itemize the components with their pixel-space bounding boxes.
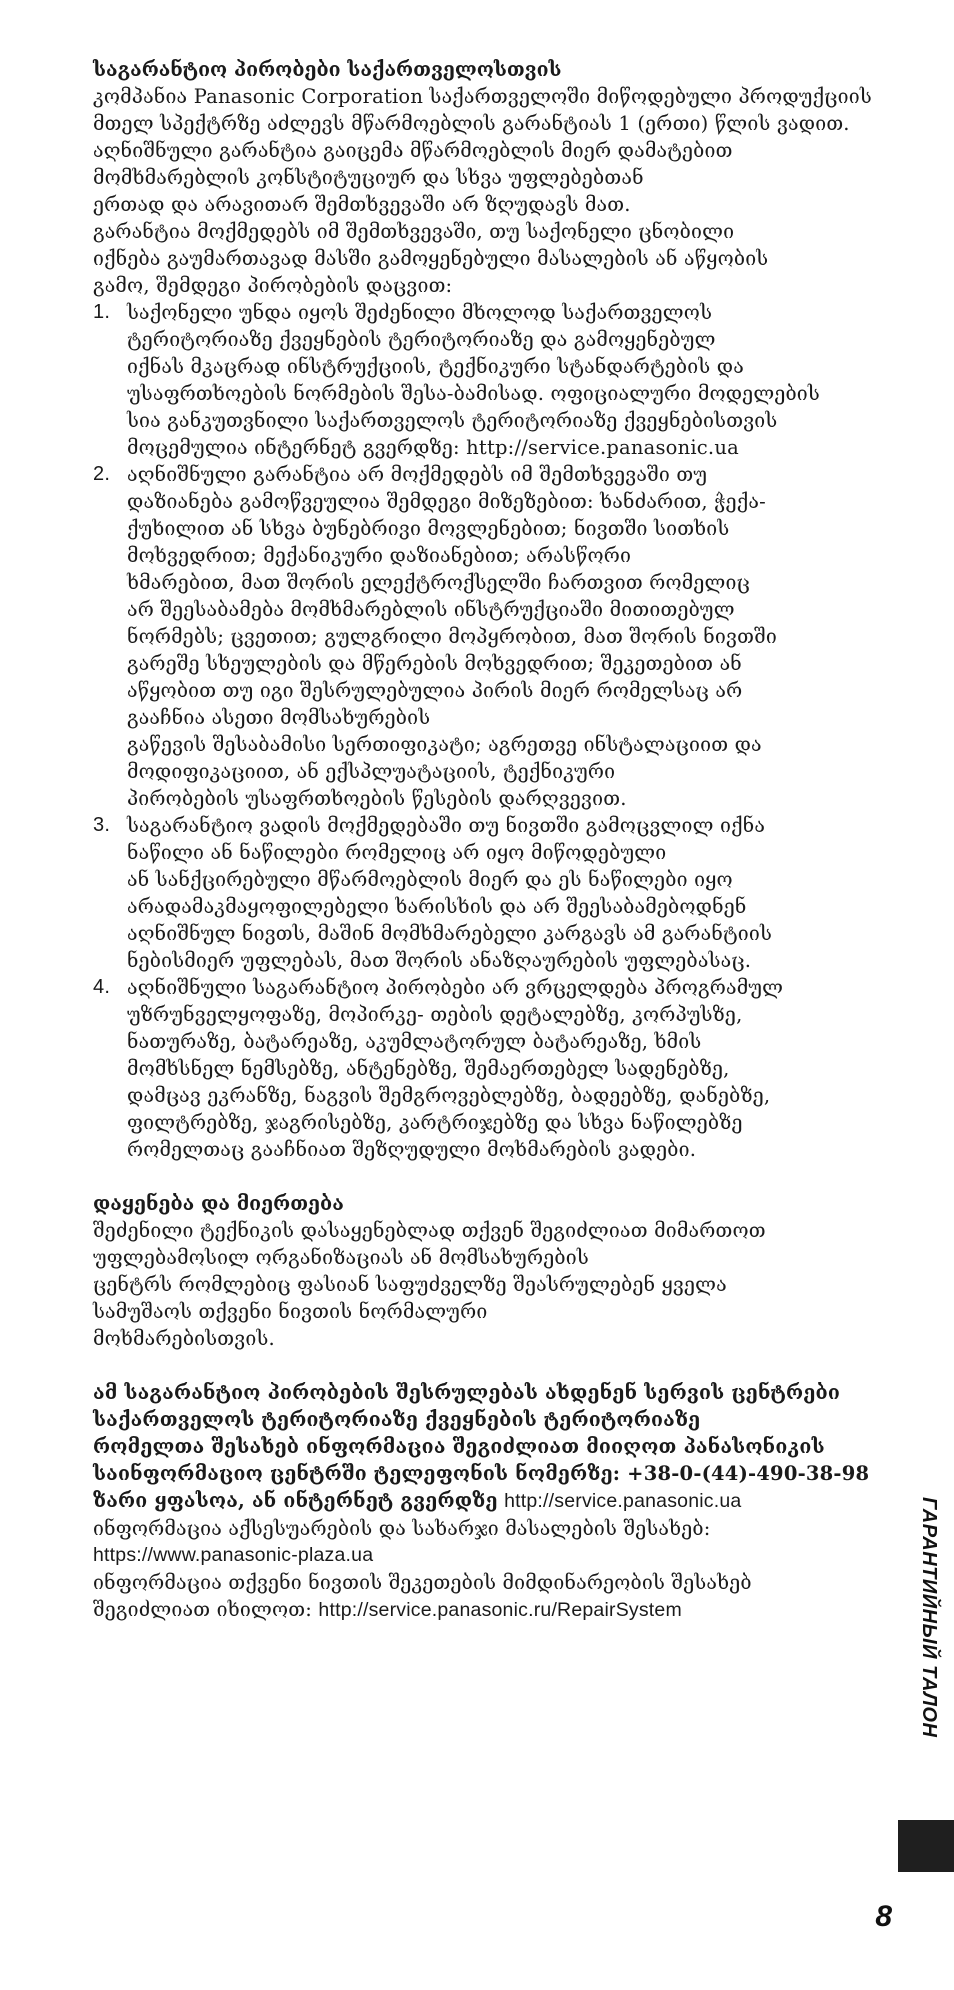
intro-line: კომპანია Panasonic Corporation საქართველოში მიწოდებული პროდუქციის — [93, 85, 872, 108]
repair-link-line — [93, 1596, 883, 1624]
service-url-link[interactable]: http://service.panasonic.ua — [504, 1490, 742, 1512]
item-line: გარეშე სხეულების და მწერების მოხვედრით; შეკეთებით ან — [127, 652, 742, 675]
condition-item-3 — [93, 812, 883, 974]
item-line: აწყობით თუ იგი შესრულებულია პირის მიერ რომელსაც არ — [127, 679, 743, 702]
item-line: მოცემულია ინტერნეტ გვერდზე: http://service.panasonic.ua — [127, 436, 739, 459]
item-line: არადამაკმაყოფილებელი ხარისხის და არ შეესაბამებოდნენ — [127, 895, 747, 918]
item-line: აღნიშნული გარანტია არ მოქმედებს იმ შემთხვევაში თუ — [127, 463, 708, 486]
repair-line: ინფორმაცია თქვენი ნივთის შეკეთების მიმდინარეობის შესახებ — [93, 1571, 752, 1594]
item-line: მოდიფიკაციით, ან ექსპლუატაციის, ტექნიკური — [127, 760, 616, 783]
item-number: 2. — [93, 463, 111, 485]
free-call-line — [93, 1487, 883, 1515]
intro-line: გარანტია მოქმედებს იმ შემთხვევაში, თუ საქონელი ცნობილი — [93, 220, 735, 243]
installation-text — [93, 1217, 883, 1352]
item-line: პირობების უსაფრთხოების წესების დარღვევით. — [127, 787, 627, 810]
installation-section — [93, 1190, 883, 1352]
item-line: სია განკუთვნილი საქართველოს ტერიტორიაზე ქვეყნებისთვის — [127, 409, 778, 432]
installation-line: ცენტრს რომლებიც ფასიან საფუძველზე შეასრულებენ ყველა — [93, 1273, 727, 1296]
service-centers-section — [93, 1379, 883, 1624]
warranty-intro — [93, 83, 883, 299]
item-line: მომხსნელ ნემსებზე, ანტენებზე, შემაერთებელ სადენებზე, — [127, 1057, 730, 1080]
item-line: ფილტრებზე, ჯაგრისებზე, კარტრიჯებზე და სხვა ნაწილებზე — [127, 1111, 743, 1134]
item-line: ქუხილით ან სხვა ბუნებრივი მოვლენებით; ნივთში სითხის — [127, 517, 730, 540]
item-line: იქნას მკაცრად ინსტრუქციის, ტექნიკური სტანდარტების და — [127, 355, 744, 378]
item-line: ან სანქცირებული მწარმოებლის მიერ და ეს ნაწილები იყო — [127, 868, 733, 891]
item-number: 3. — [93, 814, 111, 836]
service-bold-line: ამ საგარანტიო პირობების შესრულებას ახდენენ სერვის ცენტრები — [93, 1381, 841, 1404]
repair-url-link[interactable]: http://service.panasonic.ru/RepairSystem — [318, 1599, 682, 1621]
installation-line: შეძენილი ტექნიკის დასაყენებლად თქვენ შეგიძლიათ მიმართოთ — [93, 1219, 766, 1242]
plaza-url-link[interactable]: https://www.panasonic-plaza.ua — [93, 1544, 374, 1566]
intro-line: მთელ სპექტრზე აძლევს მწარმოებლის გარანტიას 1 (ერთი) წლის ვადით. — [93, 112, 850, 135]
item-line: ნათურაზე, ბატარეაზე, აკუმლატორულ ბატარეაზე, ხმის — [127, 1030, 702, 1053]
document-page — [93, 56, 883, 1624]
item-line: აღნიშნულ ნივთს, მაშინ მომხმარებელი კარგავს ამ გარანტიის — [127, 922, 772, 945]
intro-line: გამო, შემდეგი პირობების დაცვით: — [93, 274, 453, 297]
condition-item-2 — [93, 461, 883, 812]
intro-line: იქნება გაუმართავად მასში გამოყენებული მასალების ან აწყობის — [93, 247, 769, 270]
intro-line: აღნიშნული გარანტია გაიცემა მწარმოებლის მიერ დამატებით — [93, 139, 733, 162]
item-number: 1. — [93, 301, 111, 323]
installation-line: მოხმარებისთვის. — [93, 1327, 275, 1350]
item-number: 4. — [93, 976, 111, 998]
repair-prefix: შეგიძლიათ იხილოთ: — [93, 1598, 313, 1621]
service-bold-line: რომელთა შესახებ ინფორმაცია შეგიძლიათ მიიღოთ პანასონიკის — [93, 1435, 825, 1458]
warranty-card-title: ГАРАНТИЙНЫЙ ТАЛОН — [918, 1497, 940, 1738]
side-title — [906, 1497, 950, 1797]
service-phone-line: საინფორმაციო ცენტრში ტელეფონის ნომერზე: +38-0-(44)-490-38-98 — [93, 1462, 870, 1485]
warranty-terms-heading: საგარანტიო პირობები საქართველოსთვის — [93, 58, 562, 81]
condition-item-1 — [93, 299, 883, 461]
item-line: უსაფრთხოების ნორმების შესა-ბამისად. ოფიციალური მოდელების — [127, 382, 820, 405]
intro-line: მომხმარებლის კონსტიტუციურ და სხვა უფლებებთან — [93, 166, 644, 189]
item-line: ხმარებით, მათ შორის ელექტროქსელში ჩართვით რომელიც — [127, 571, 751, 594]
item-line: არ შეესაბამება მომხმარებლის ინსტრუქციაში მითითებულ — [127, 598, 735, 621]
item-line: გააჩნია ასეთი მომსახურების — [127, 706, 431, 729]
item-line: მოხვედრით; მექანიკური დაზიანებით; არასწორი — [127, 544, 632, 567]
item-line: საგარანტიო ვადის მოქმედებაში თუ ნივთში გამოცვლილ იქნა — [127, 814, 766, 837]
item-line: საქონელი უნდა იყოს შეძენილი მხოლოდ საქართველოს — [127, 301, 713, 324]
installation-heading: დაყენება და მიერთება — [93, 1192, 344, 1215]
item-line: ნაწილი ან ნაწილები რომელიც არ იყო მიწოდებული — [127, 841, 667, 864]
item-line: უზრუნველყოფაზე, მოპირკე- თების დეტალებზე, კორპუსზე, — [127, 1003, 743, 1026]
item-line: დამცავ ეკრანზე, ნაგვის შემგროვებლებზე, ბადეებზე, დანებზე, — [127, 1084, 771, 1107]
item-line: ნებისმიერ უფლებას, მათ შორის ანაზღაურების უფლებასაც. — [127, 949, 752, 972]
page-number: 8 — [875, 1900, 892, 1933]
condition-item-4 — [93, 974, 883, 1163]
item-line: ნორმებს; ცვეთით; გულგრილი მოპყრობით, მათ შორის ნივთში — [127, 625, 777, 648]
installation-line: სამუშაოს თქვენი ნივთის ნორმალური — [93, 1300, 488, 1323]
item-line: გაწევის შესაბამისი სერთიფიკატი; აგრეთვე ინსტალაციით და — [127, 733, 762, 756]
warranty-terms-section — [93, 56, 883, 1163]
free-call-text: ზარი ყფასოა, ან ინტერნეტ გვერდზე — [93, 1489, 498, 1512]
conditions-list — [93, 299, 883, 1163]
item-line: აღნიშნული საგარანტიო პირობები არ ვრცელდება პროგრამულ — [127, 976, 784, 999]
installation-line: უფლებამოსილ ორგანიზაციას ან მომსახურების — [93, 1246, 589, 1269]
side-tab-marker — [898, 1820, 954, 1872]
accessories-line: ინფორმაცია აქსესუარების და სახარჯი მასალების შესახებ: — [93, 1517, 711, 1540]
item-line: ტერიტორიაზე ქვეყნების ტერიტორიაზე და გამოყენებულ — [127, 328, 716, 351]
service-bold-line: საქართველოს ტერიტორიაზე ქვეყნების ტერიტორიაზე — [93, 1408, 701, 1431]
item-line: დაზიანება გამოწვეულია შემდეგი მიზეზებით: ხანძარით, ჭექა- — [127, 490, 766, 513]
intro-line: ერთად და არავითარ შემთხვევაში არ ზღუდავს მათ. — [93, 193, 631, 216]
item-line: რომელთაც გააჩნიათ შეზღუდული მოხმარების ვადები. — [127, 1138, 697, 1161]
